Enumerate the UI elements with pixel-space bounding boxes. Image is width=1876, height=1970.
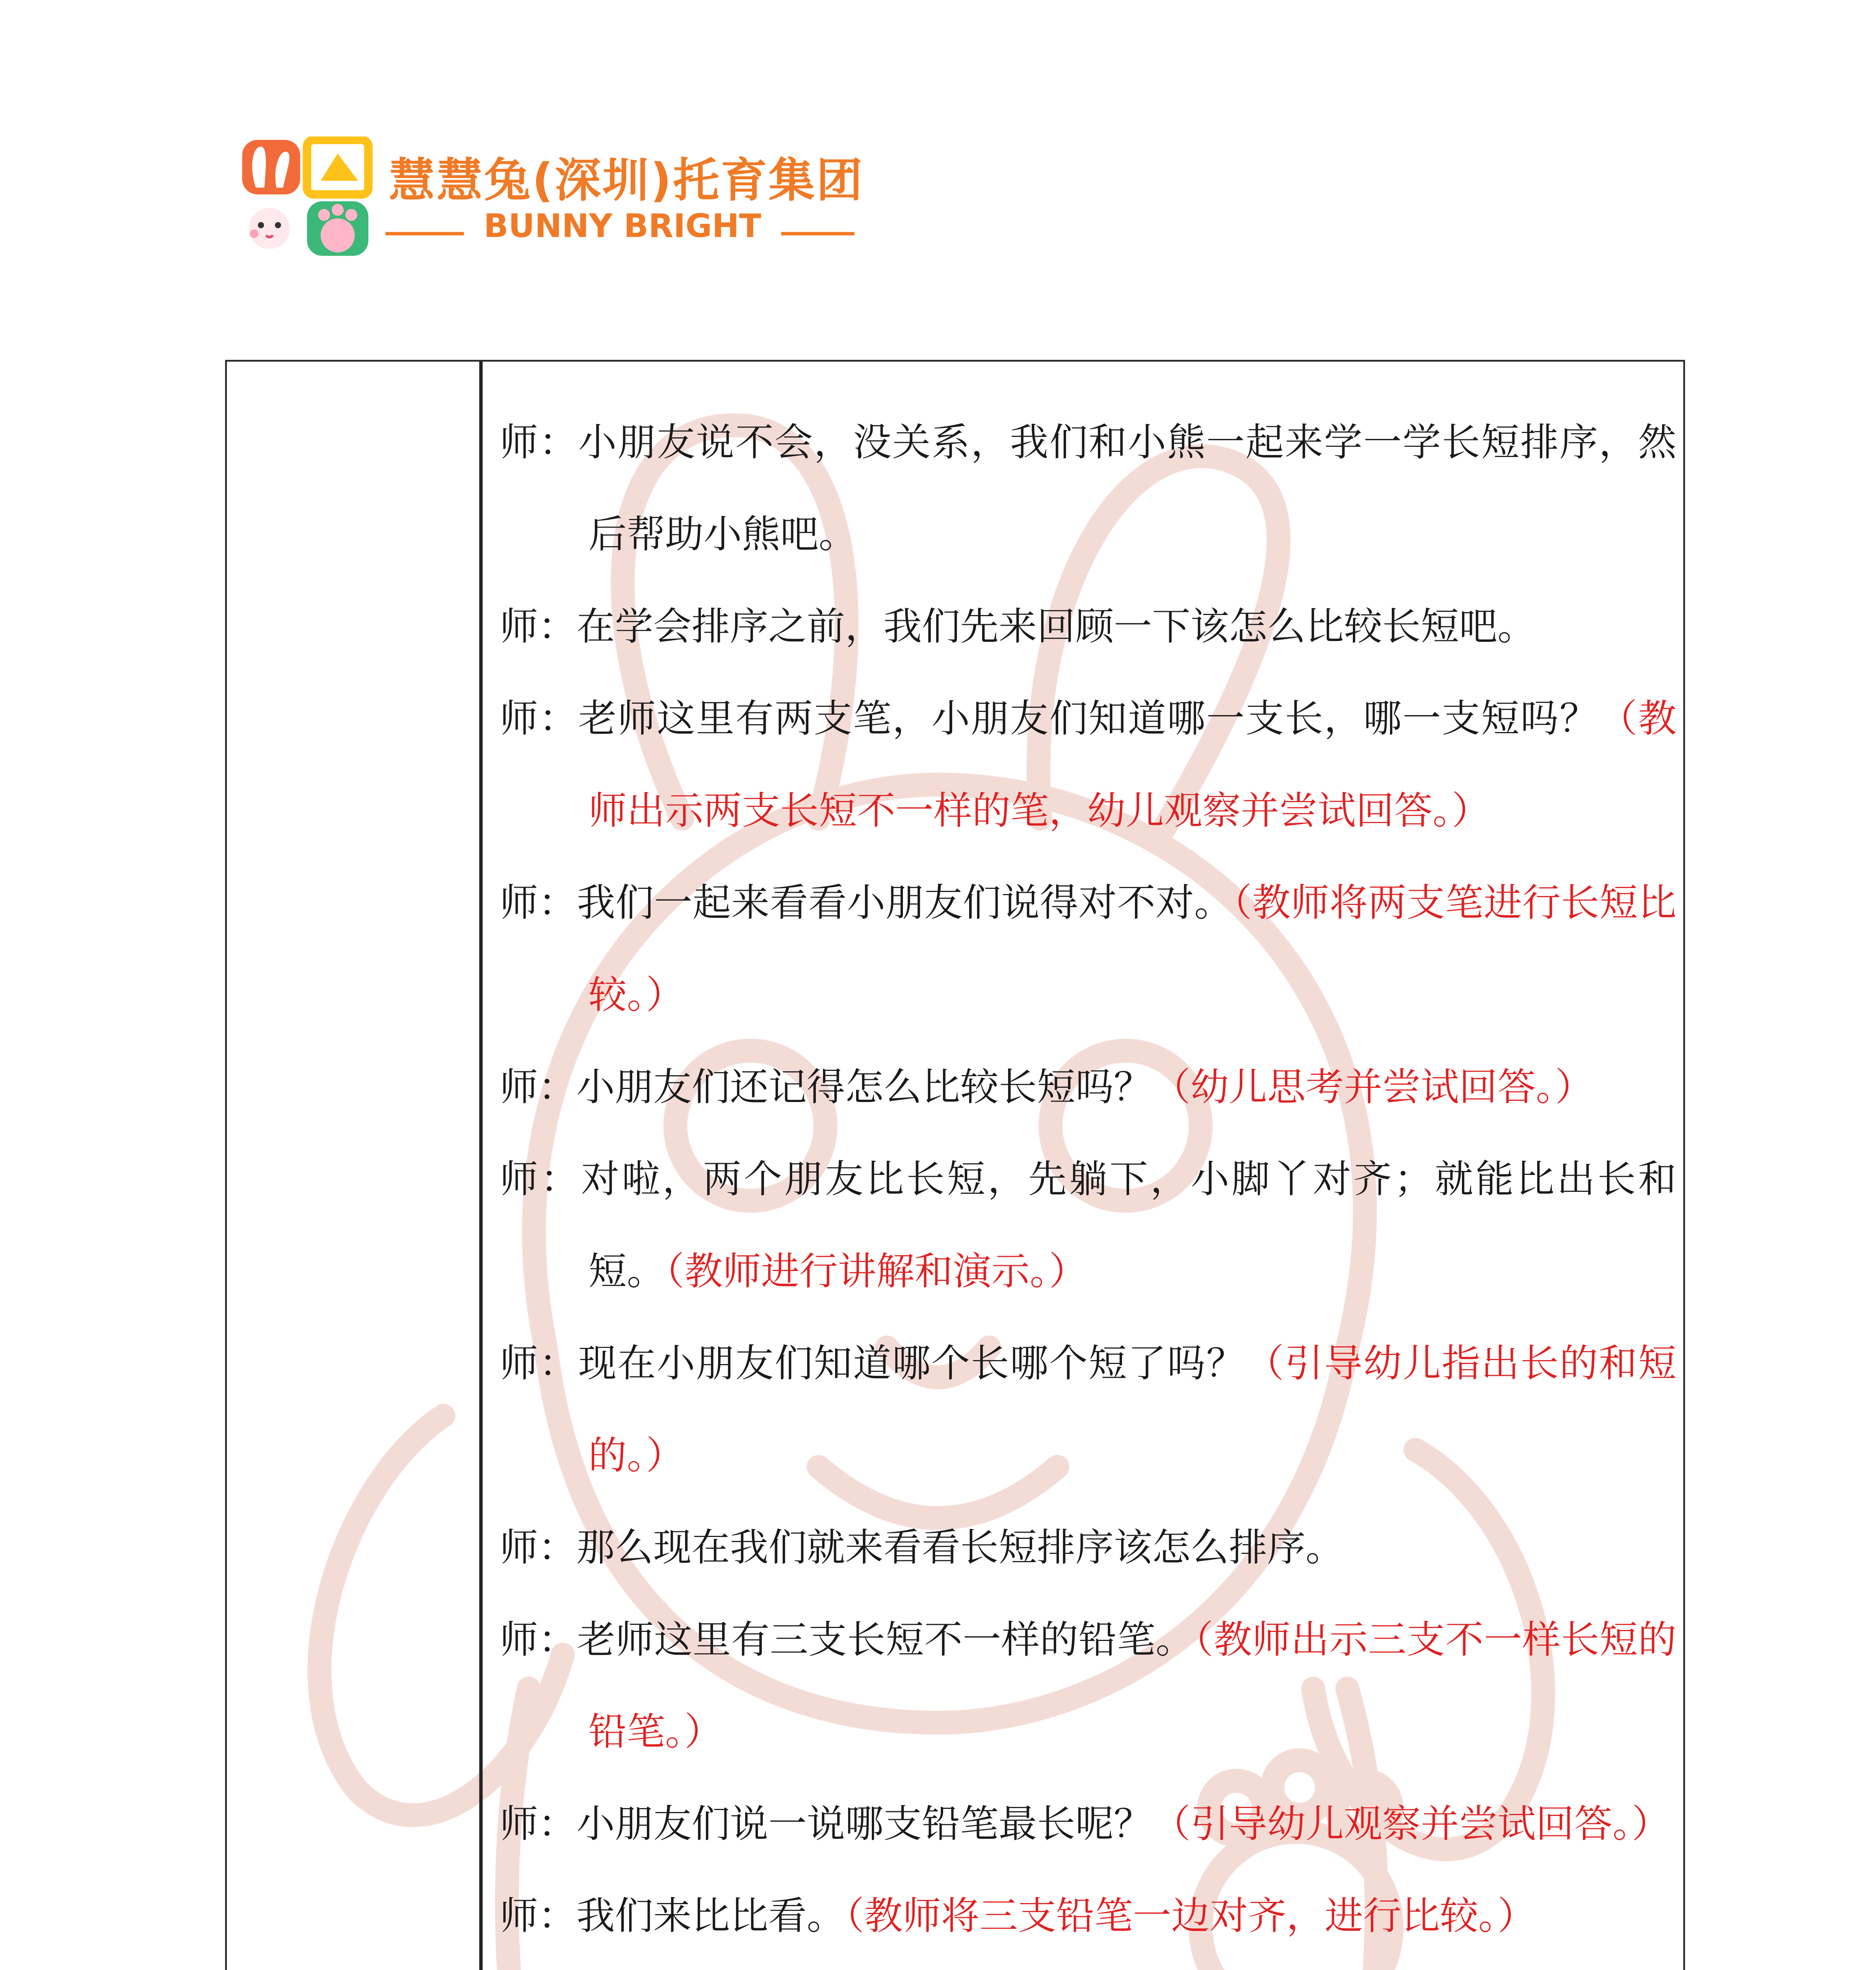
speaker-label: 师：	[500, 1895, 577, 1940]
dialogue-text: 小朋友们说一说哪支铅笔最长呢？	[576, 1803, 1152, 1847]
dialogue-line	[500, 582, 1676, 674]
brand-title: 慧慧兔(深圳)托育集团	[389, 155, 864, 208]
speaker-label: 师：	[500, 1526, 577, 1571]
teaching-note: （教师出示三支不一样长短的铅笔。）	[588, 1619, 1677, 1755]
speaker-label: 师：	[500, 882, 577, 926]
speaker-label: 师：	[500, 1158, 581, 1203]
dialogue-text: 现在小朋友们知道哪个长哪个短了吗？	[578, 1342, 1246, 1387]
teaching-note: （教师出示两支长短不一样的笔，幼儿观察并尝试回答。）	[588, 697, 1677, 834]
speaker-label: 师：	[500, 1619, 577, 1663]
teaching-note: （幼儿思考并尝试回答。）	[1152, 1066, 1594, 1111]
dialogue-line	[500, 1134, 1676, 1319]
teaching-note: （引导幼儿观察并尝试回答。）	[1152, 1803, 1670, 1847]
dialogue-text: 老师这里有两支笔，小朋友们知道哪一支长，哪一支短吗？	[578, 697, 1599, 742]
teaching-note: （教师进行讲解和演示。）	[665, 1250, 1087, 1295]
dialogue-line	[500, 674, 1676, 858]
speaker-label: 师：	[500, 1066, 577, 1111]
teaching-note: （引导幼儿指出长的和短的。）	[588, 1342, 1677, 1479]
speaker-label: 师：	[500, 697, 578, 742]
speaker-label: 师：	[500, 1803, 577, 1847]
lesson-table	[225, 360, 1685, 1970]
dialogue-cell	[500, 398, 1676, 1970]
speaker-label: 师：	[500, 605, 577, 650]
dialogue-text: 对啦，两个朋友比长短，先躺下，小脚丫对齐；就能比出长和短。	[581, 1158, 1677, 1295]
dialogue-text: 小朋友说不会，没关系，我们和小熊一起来学一学长短排序，然后帮助小熊吧。	[578, 421, 1677, 558]
dialogue-line	[500, 1871, 1676, 1963]
dialogue-text: 小朋友们还记得怎么比较长短吗？	[576, 1066, 1152, 1111]
dialogue-text: 那么现在我们就来看看长短排序该怎么排序。	[576, 1526, 1344, 1571]
teaching-note: （教师将三支铅笔一边对齐，进行比较。）	[845, 1895, 1536, 1940]
dialogue-line	[500, 1503, 1676, 1595]
divider	[385, 232, 464, 236]
bunny-bright-logo-icon	[239, 136, 375, 259]
dialogue-text: 我们一起来看看小朋友们说得对不对。	[577, 882, 1233, 926]
speaker-label: 师：	[500, 1342, 578, 1387]
dialogue-line	[500, 1318, 1676, 1503]
table-column-divider	[479, 362, 481, 1970]
divider	[781, 232, 854, 236]
brand-subtitle-group	[385, 208, 854, 259]
dialogue-text: 老师这里有三支长短不一样的铅笔。	[577, 1619, 1194, 1663]
dialogue-line	[500, 1963, 1676, 1970]
dialogue-text: 在学会排序之前，我们先来回顾一下该怎么比较长短吧。	[576, 605, 1536, 650]
teaching-note: （教师将两支笔进行长短比较。）	[588, 882, 1677, 1018]
speaker-label: 师：	[500, 421, 578, 466]
dialogue-line	[500, 1779, 1676, 1871]
brand-subtitle: BUNNY BRIGHT	[483, 208, 762, 246]
dialogue-line	[500, 1595, 1676, 1779]
dialogue-line	[500, 858, 1676, 1043]
dialogue-line	[500, 1042, 1676, 1134]
dialogue-text: 我们来比比看。	[576, 1895, 845, 1940]
dialogue-line	[500, 398, 1676, 582]
